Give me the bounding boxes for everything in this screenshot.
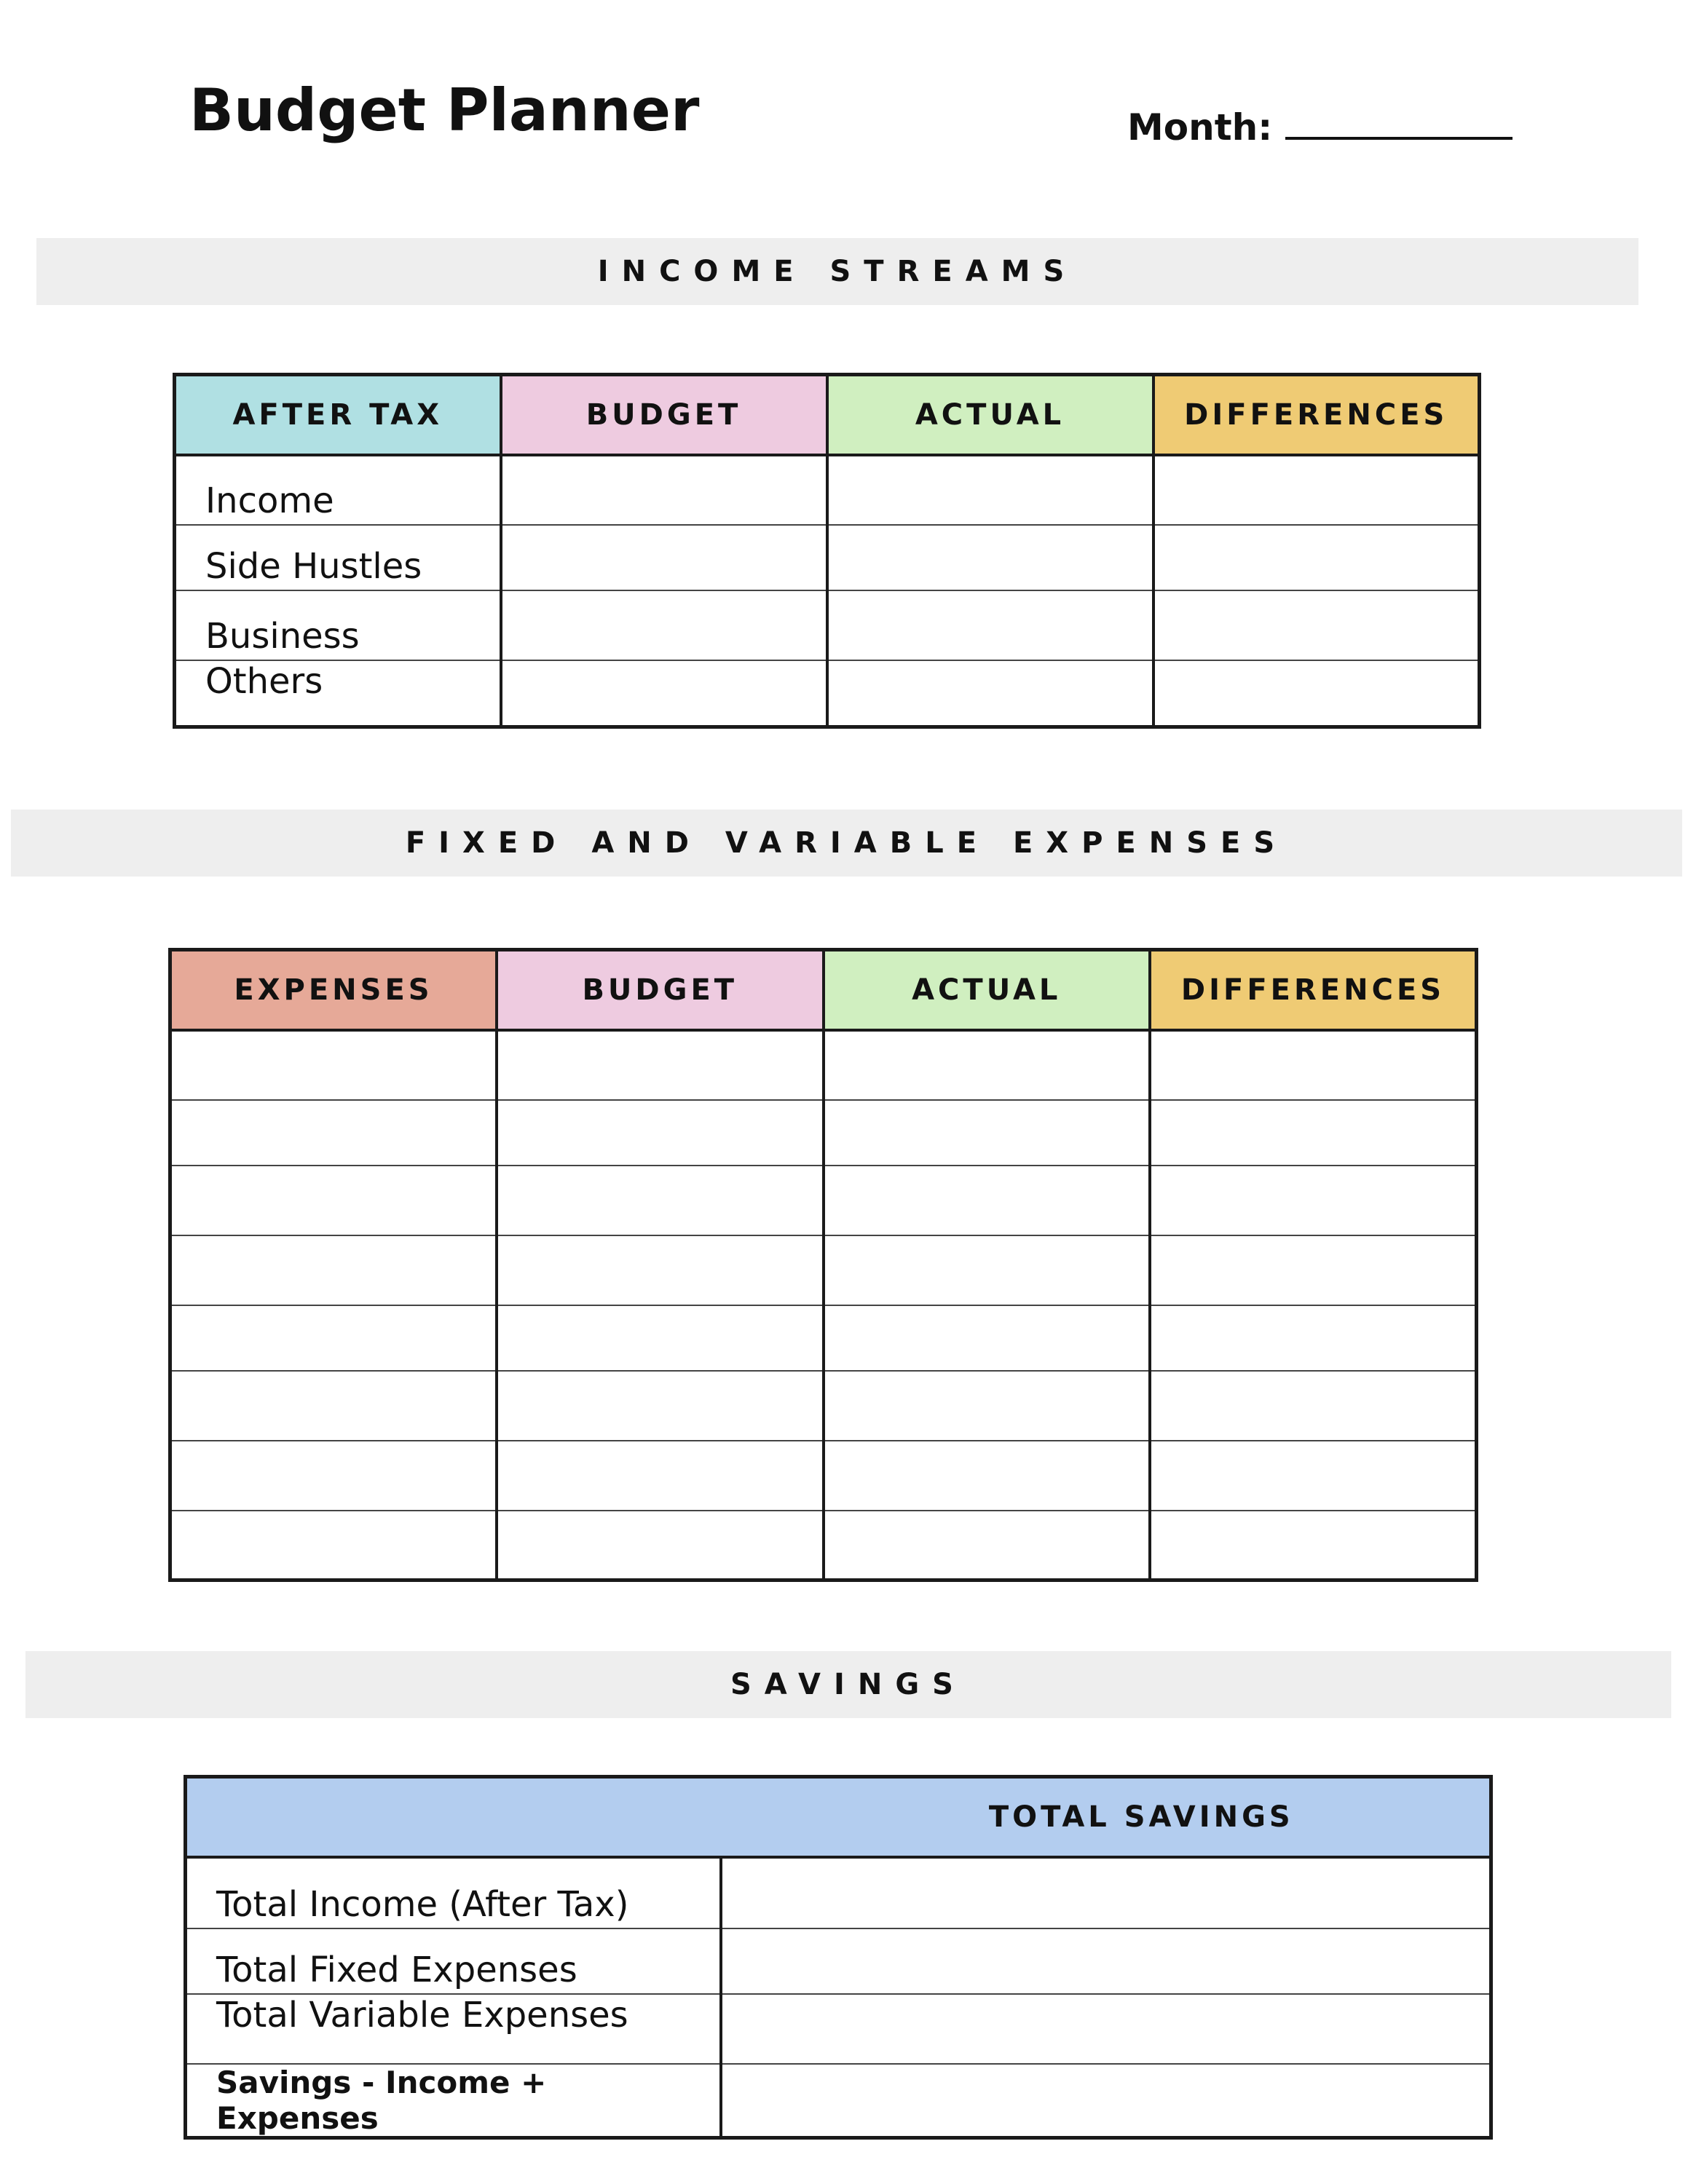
expenses-heading: FIXED AND VARIABLE EXPENSES — [405, 826, 1288, 860]
actual-cell[interactable] — [824, 1166, 1151, 1235]
income-streams-band — [36, 238, 1638, 305]
col-budget: BUDGET — [501, 375, 827, 455]
budget-cell[interactable] — [497, 1371, 824, 1441]
actual-cell[interactable] — [824, 1371, 1151, 1441]
actual-cell[interactable] — [824, 1030, 1151, 1100]
row-label-income: Income — [175, 455, 501, 525]
row-label-others: Others — [175, 660, 501, 727]
col-actual: ACTUAL — [827, 375, 1153, 455]
expenses-band — [11, 810, 1682, 877]
table-row — [175, 590, 1480, 660]
savings-heading: SAVINGS — [730, 1668, 966, 1701]
table-row — [175, 525, 1480, 590]
table-row — [170, 1305, 1477, 1371]
table-row — [186, 2064, 1491, 2138]
month-field — [1127, 106, 1513, 149]
row-label-total-variable: Total Variable Expenses — [186, 1994, 721, 2064]
expense-cell[interactable] — [170, 1511, 497, 1580]
income-streams-heading: INCOME STREAMS — [597, 255, 1078, 288]
col-differences: DIFFERENCES — [1150, 950, 1477, 1030]
expense-cell[interactable] — [170, 1030, 497, 1100]
row-label-total-fixed: Total Fixed Expenses — [186, 1928, 721, 1994]
table-row — [186, 1857, 1491, 1928]
col-total-savings: TOTAL SAVINGS — [721, 1777, 1491, 1857]
table-row — [170, 1371, 1477, 1441]
col-differences: DIFFERENCES — [1153, 375, 1480, 455]
actual-cell[interactable] — [827, 660, 1153, 727]
table-row — [170, 1441, 1477, 1511]
actual-cell[interactable] — [824, 1305, 1151, 1371]
page-title: Budget Planner — [189, 76, 700, 144]
savings-value-cell[interactable] — [721, 1928, 1491, 1994]
differences-cell[interactable] — [1150, 1030, 1477, 1100]
table-row — [170, 1100, 1477, 1166]
expense-cell[interactable] — [170, 1441, 497, 1511]
expense-cell[interactable] — [170, 1166, 497, 1235]
expense-cell[interactable] — [170, 1305, 497, 1371]
table-row — [175, 660, 1480, 727]
table-row — [170, 1511, 1477, 1580]
table-row — [170, 1166, 1477, 1235]
savings-header-blank — [186, 1777, 721, 1857]
budget-cell[interactable] — [501, 455, 827, 525]
differences-cell[interactable] — [1153, 660, 1480, 727]
savings-value-cell[interactable] — [721, 1857, 1491, 1928]
row-label-total-income: Total Income (After Tax) — [186, 1857, 721, 1928]
expense-cell[interactable] — [170, 1235, 497, 1305]
actual-cell[interactable] — [824, 1441, 1151, 1511]
differences-cell[interactable] — [1150, 1305, 1477, 1371]
expense-cell[interactable] — [170, 1371, 497, 1441]
savings-value-cell[interactable] — [721, 2064, 1491, 2138]
actual-cell[interactable] — [827, 590, 1153, 660]
table-row — [170, 1235, 1477, 1305]
expenses-table — [168, 948, 1478, 1582]
differences-cell[interactable] — [1150, 1166, 1477, 1235]
actual-cell[interactable] — [824, 1100, 1151, 1166]
row-label-business: Business — [175, 590, 501, 660]
savings-table — [184, 1775, 1493, 2140]
savings-band — [25, 1651, 1671, 1718]
differences-cell[interactable] — [1150, 1235, 1477, 1305]
savings-value-cell[interactable] — [721, 1994, 1491, 2064]
budget-cell[interactable] — [497, 1305, 824, 1371]
budget-cell[interactable] — [501, 660, 827, 727]
table-row — [175, 455, 1480, 525]
budget-cell[interactable] — [497, 1030, 824, 1100]
differences-cell[interactable] — [1153, 455, 1480, 525]
col-after-tax: AFTER TAX — [175, 375, 501, 455]
income-table — [173, 373, 1481, 729]
budget-cell[interactable] — [497, 1441, 824, 1511]
budget-cell[interactable] — [497, 1235, 824, 1305]
differences-cell[interactable] — [1150, 1371, 1477, 1441]
differences-cell[interactable] — [1150, 1100, 1477, 1166]
col-actual: ACTUAL — [824, 950, 1151, 1030]
month-input-line[interactable] — [1285, 137, 1513, 140]
budget-cell[interactable] — [497, 1166, 824, 1235]
differences-cell[interactable] — [1153, 525, 1480, 590]
differences-cell[interactable] — [1150, 1511, 1477, 1580]
actual-cell[interactable] — [827, 525, 1153, 590]
actual-cell[interactable] — [824, 1511, 1151, 1580]
budget-cell[interactable] — [501, 590, 827, 660]
budget-cell[interactable] — [501, 525, 827, 590]
budget-cell[interactable] — [497, 1511, 824, 1580]
month-label: Month: — [1127, 106, 1273, 149]
col-budget: BUDGET — [497, 950, 824, 1030]
differences-cell[interactable] — [1153, 590, 1480, 660]
table-row — [186, 1994, 1491, 2064]
actual-cell[interactable] — [827, 455, 1153, 525]
table-row — [170, 1030, 1477, 1100]
row-label-savings-formula: Savings - Income + Expenses — [186, 2064, 721, 2138]
actual-cell[interactable] — [824, 1235, 1151, 1305]
row-label-side-hustles: Side Hustles — [175, 525, 501, 590]
budget-cell[interactable] — [497, 1100, 824, 1166]
col-expenses: EXPENSES — [170, 950, 497, 1030]
expense-cell[interactable] — [170, 1100, 497, 1166]
table-row — [186, 1928, 1491, 1994]
differences-cell[interactable] — [1150, 1441, 1477, 1511]
